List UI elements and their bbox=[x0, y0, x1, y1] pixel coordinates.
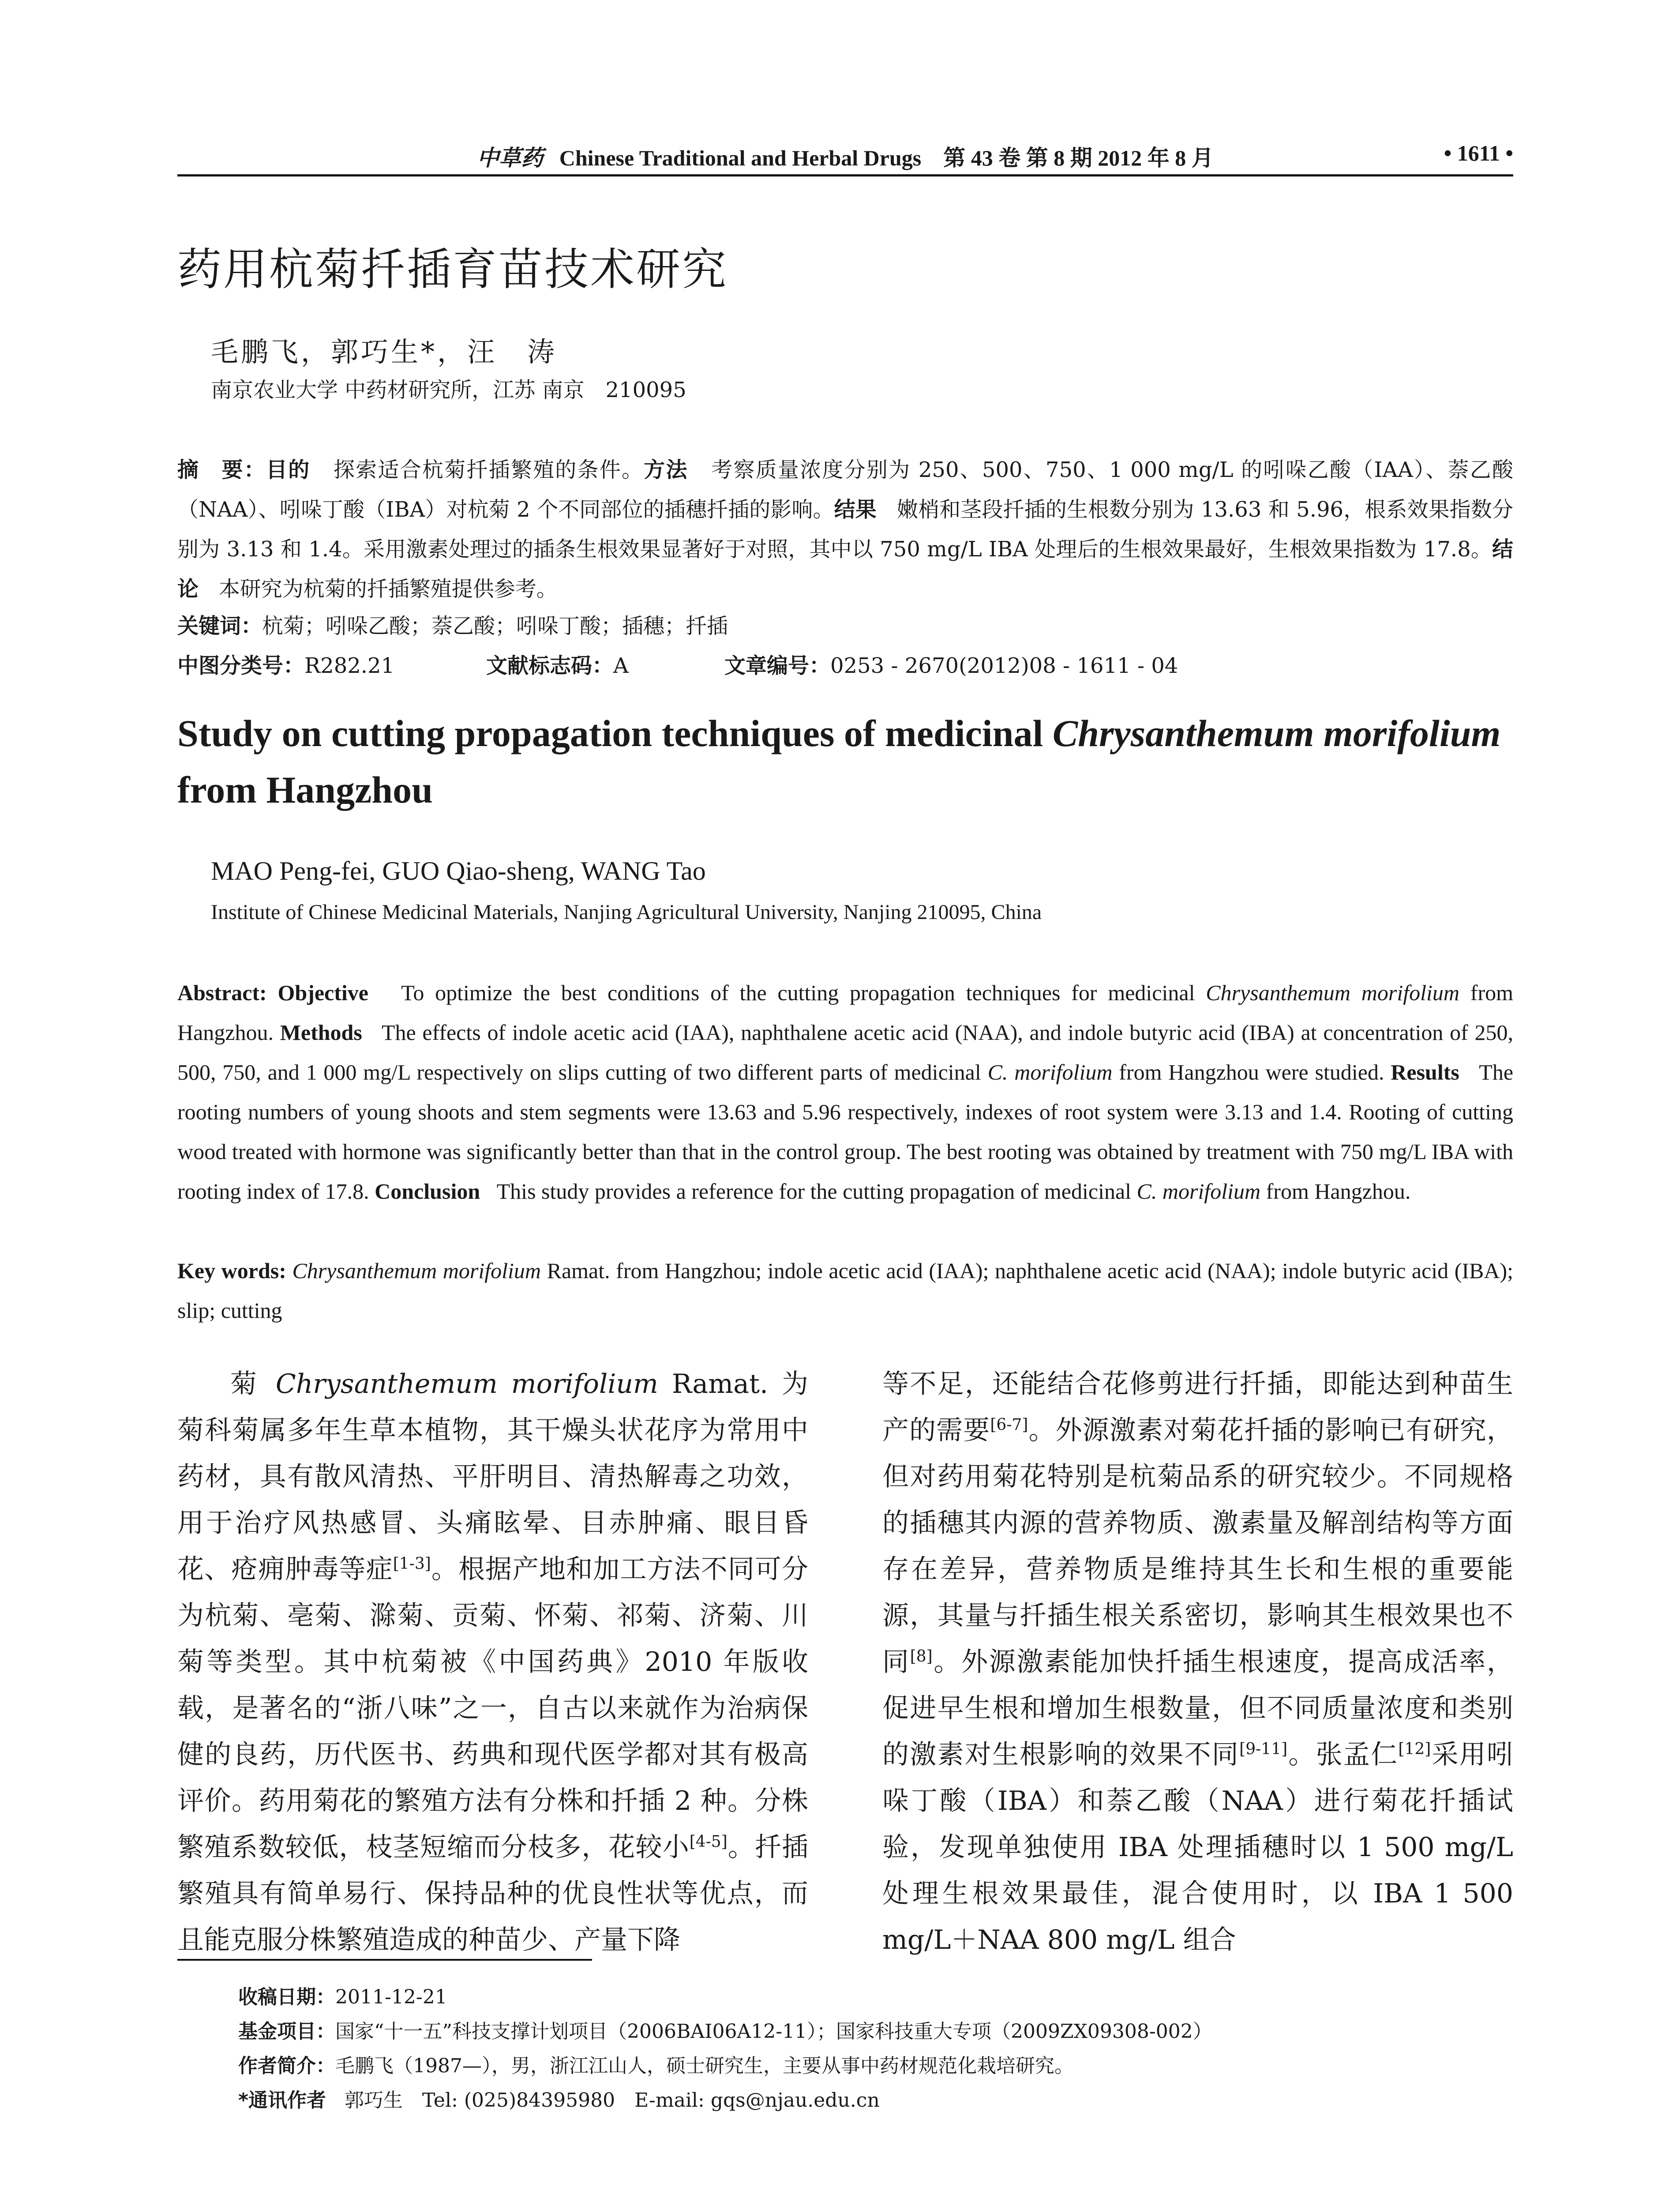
footnote-received bbox=[238, 1981, 447, 2009]
received-value: 2011-12-21 bbox=[335, 1986, 447, 2008]
journal-logo: 中草药 bbox=[477, 146, 544, 170]
body-text: Ramat. 为菊科菊属多年生草本植物，其干燥头状花序为常用中药材，具有散风清热、平肝明目、清热解毒之功效，用于治疗风热感冒、头痛眩晕、目赤肿痛、眼目昏花、疮痈肿毒等症 bbox=[177, 1369, 808, 1585]
chinese-abstract bbox=[177, 450, 1513, 609]
english-abstract bbox=[177, 973, 1513, 1211]
en-conclusion-post: from Hangzhou. bbox=[1260, 1179, 1411, 1204]
footnote-author bbox=[238, 2050, 1074, 2078]
chinese-affiliation: 南京农业大学 中药材研究所，江苏 南京 210095 bbox=[211, 378, 686, 402]
keywords-label: 关键词： bbox=[177, 614, 262, 638]
author-label: 作者简介： bbox=[238, 2055, 335, 2077]
methods-text: 考察质量浓度分别为 250、500、750、1 000 mg/L 的吲哚乙酸（IAA）、萘乙酸（NAA）、吲哚丁酸（IBA）对杭菊 2 个不同部位的插穗扦插的影响。 bbox=[177, 458, 1513, 522]
doc-code-value: A bbox=[613, 653, 629, 678]
clc-value: R282.21 bbox=[304, 653, 395, 678]
fund-label: 基金项目： bbox=[238, 2020, 335, 2043]
en-keywords-label: Key words: bbox=[177, 1258, 286, 1283]
abstract-label: 摘 要： bbox=[177, 458, 266, 482]
body-column-right bbox=[882, 1361, 1513, 1963]
body-text: 采用吲哚丁酸（IBA）和萘乙酸（NAA）进行菊花扦插试验，发现单独使用 IBA 处理插穗时以 1 500 mg/L 处理生根效果最佳，混合使用时，以 IBA 1 500 mg/L＋NAA 800 mg/L 组合 bbox=[882, 1739, 1514, 1955]
en-conclusion-label: Conclusion bbox=[375, 1179, 480, 1204]
en-methods-post: from Hangzhou were studied. bbox=[1112, 1060, 1384, 1084]
body-text: 。外源激素对菊花扦插的影响已有研究，但对药用菊花特别是杭菊品系的研究较少。不同规格的插穗其内源的营养物质、激素量及解剖结构等方面存在差异，营养物质是维持其生长和生根的重要能源，其量与扦插生根关系密切，影响其生根效果也不同 bbox=[882, 1415, 1514, 1677]
citation: [8] bbox=[910, 1647, 933, 1666]
article-no-value: 0253 - 2670(2012)08 - 1611 - 04 bbox=[830, 653, 1178, 678]
methods-label: 方法 bbox=[644, 458, 688, 482]
header-rule bbox=[177, 174, 1513, 176]
citation: [6-7] bbox=[990, 1416, 1028, 1434]
title-pre: Study on cutting propagation techniques of medicinal bbox=[177, 712, 1053, 754]
title-post: from Hangzhou bbox=[177, 769, 433, 811]
en-results-text: The rooting numbers of young shoots and stem segments were 13.63 and 5.96 respectively, indexes of root system were 3.13 and 1.4. Rooting of cutting wood treated with hormone was significantly better than that in the control group. The best rooting was obtained by treatment with 750 mg/L IBA with rooting index of 17.8. bbox=[177, 1060, 1514, 1204]
citation: [4-5] bbox=[689, 1833, 728, 1851]
objective-label: 目的 bbox=[266, 458, 311, 482]
body-text: 。根据产地和加工方法不同可分为杭菊、亳菊、滁菊、贡菊、怀菊、祁菊、济菊、川菊等类型。其中杭菊被《中国药典》2010 年版收载，是著名的“浙八味”之一，自古以来就作为治病保健的良药，历代医书、药典和现代医学都对其有极高评价。药用菊花的繁殖方法有分株和扦插 2 种。分株繁殖系数较低，枝茎短缩而分枝多，花较小 bbox=[177, 1554, 809, 1863]
body-text: 等不足，还能结合花修剪进行扦插，即能达到种苗生产的需要 bbox=[882, 1369, 1513, 1446]
en-objective-post: from Hangzhou. bbox=[177, 980, 1513, 1045]
journal-header bbox=[177, 140, 1513, 172]
conclusion-label: 结论 bbox=[177, 537, 1513, 601]
classification-row bbox=[177, 649, 1178, 679]
en-conclusion-species: C. morifolium bbox=[1136, 1179, 1261, 1204]
body-species: Chrysanthemum morifolium bbox=[275, 1369, 658, 1399]
fund-value: 国家“十一五”科技支撑计划项目（2006BAI06A12-11）；国家科技重大专项（2009ZX09308-002） bbox=[335, 2020, 1212, 2043]
footnote-fund bbox=[238, 2015, 1212, 2044]
citation: [12] bbox=[1398, 1740, 1431, 1758]
en-objective-label: Objective bbox=[278, 980, 368, 1005]
english-title bbox=[177, 705, 1513, 818]
body-text: 菊 bbox=[230, 1369, 276, 1399]
doc-code-label: 文献标志码： bbox=[486, 653, 614, 678]
chinese-authors: 毛鹏飞，郭巧生*，汪 涛 bbox=[211, 336, 558, 368]
en-methods-label: Methods bbox=[280, 1020, 362, 1045]
keywords-text: 杭菊；吲哚乙酸；萘乙酸；吲哚丁酸；插穗；扦插 bbox=[262, 614, 728, 638]
en-keywords-text: Ramat. from Hangzhou; indole acetic acid (IAA); naphthalene acetic acid (NAA); indole butyric acid (IBA); slip; cutting bbox=[177, 1258, 1514, 1323]
chinese-keywords bbox=[177, 609, 728, 639]
body-paragraph bbox=[882, 1361, 1513, 1963]
citation: [1-3] bbox=[393, 1555, 431, 1573]
footnote-rule bbox=[177, 1959, 592, 1961]
footnote-correspondence bbox=[238, 2084, 880, 2112]
body-text: 。张孟仁 bbox=[1287, 1739, 1399, 1770]
running-header bbox=[177, 140, 1513, 176]
body-paragraph bbox=[177, 1361, 808, 1963]
clc-label: 中图分类号： bbox=[177, 653, 305, 678]
objective-text: 探索适合杭菊扦插繁殖的条件。 bbox=[333, 458, 644, 482]
english-affiliation: Institute of Chinese Medicinal Materials, Nanjing Agricultural University, Nanjing 210095, China bbox=[211, 900, 1042, 924]
body-text: 。扦插繁殖具有简单易行、保持品种的优良性状等优点，而且能克服分株繁殖造成的种苗少、产量下降 bbox=[177, 1832, 809, 1955]
results-text: 嫩梢和茎段扦插的生根数分别为 13.63 和 5.96，根系效果指数分别为 3.13 和 1.4。采用激素处理过的插条生根效果显著好于对照，其中以 750 mg/L IBA 处理后的生根效果最好，生根效果指数为 17.8。 bbox=[177, 497, 1513, 562]
en-abstract-label: Abstract: bbox=[177, 980, 267, 1005]
page-number: • 1611 • bbox=[1444, 141, 1513, 165]
journal-info: Chinese Traditional and Herbal Drugs 第 43 卷 第 8 期 2012 年 8 月 bbox=[559, 146, 1214, 170]
results-label: 结果 bbox=[834, 497, 877, 522]
en-objective-species: Chrysanthemum morifolium bbox=[1206, 980, 1460, 1005]
english-authors: MAO Peng-fei, GUO Qiao-sheng, WANG Tao bbox=[211, 856, 706, 885]
received-label: 收稿日期： bbox=[238, 1986, 335, 2008]
corr-label: *通讯作者 bbox=[238, 2089, 326, 2112]
corr-value: 郭巧生 Tel: (025)84395980 E-mail: gqs@njau.edu.cn bbox=[344, 2089, 880, 2112]
en-conclusion-pre: This study provides a reference for the cutting propagation of medicinal bbox=[496, 1179, 1137, 1204]
en-results-label: Results bbox=[1391, 1060, 1459, 1084]
en-objective-pre: To optimize the best conditions of the cutting propagation techniques for medicinal bbox=[401, 980, 1206, 1005]
title-species: Chrysanthemum morifolium bbox=[1052, 712, 1501, 754]
en-methods-species: C. morifolium bbox=[987, 1060, 1113, 1084]
chinese-title: 药用杭菊扦插育苗技术研究 bbox=[177, 244, 728, 295]
en-methods-pre: The effects of indole acetic acid (IAA), naphthalene acetic acid (NAA), and indole butyric acid (IBA) at concentration of 250, 500, 750, and 1 000 mg/L respectively on slips cutting of two different parts of medicinal bbox=[177, 1020, 1514, 1084]
conclusion-text: 本研究为杭菊的扦插繁殖提供参考。 bbox=[218, 577, 558, 601]
body-column-left bbox=[177, 1361, 808, 1963]
body-text: 。外源激素能加快扦插生根速度，提高成活率，促进早生根和增加生根数量，但不同质量浓度和类别的激素对生根影响的效果不同 bbox=[882, 1647, 1514, 1770]
en-keywords-species: Chrysanthemum morifolium bbox=[292, 1258, 541, 1283]
english-keywords bbox=[177, 1251, 1513, 1330]
article-no-label: 文章编号： bbox=[724, 653, 831, 678]
citation: [9-11] bbox=[1239, 1740, 1288, 1758]
author-value: 毛鹏飞（1987—），男，浙江江山人，硕士研究生，主要从事中药材规范化栽培研究。 bbox=[335, 2055, 1074, 2077]
